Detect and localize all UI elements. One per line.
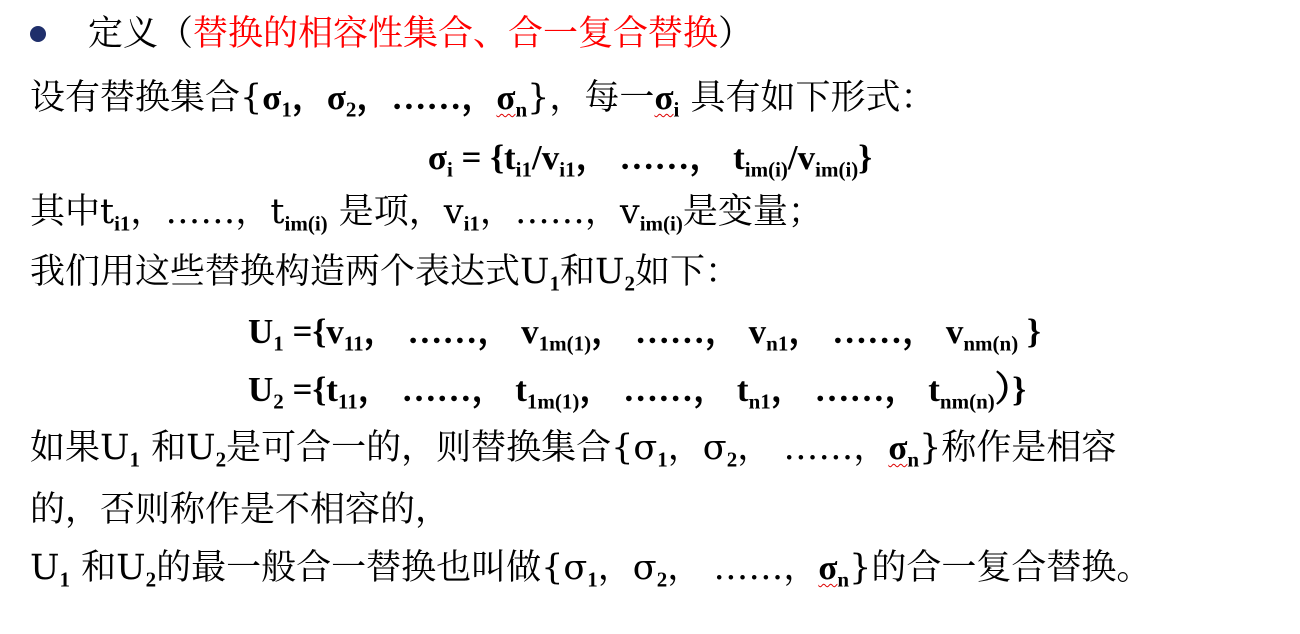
line-construct-expressions: 我们用这些替换构造两个表达式$U_1$和$U_2$如下： bbox=[30, 252, 741, 296]
heading-highlight: 替换的相容性集合、合一复合替换 bbox=[193, 14, 719, 54]
heading-close: ） bbox=[718, 14, 754, 54]
u1-expression: $U_1 =\{v_{11}$， ……， $v_{1m(1)}$， ……， $v_{n1}$， ……， $v_{nm(n)}$ } bbox=[248, 312, 1041, 356]
heading-label: 定义（ bbox=[88, 14, 194, 54]
bullet-icon bbox=[30, 26, 46, 42]
text: 具有如下形式： bbox=[679, 78, 936, 118]
line-unified-composition: $U_1$ 和$U_2$的最一般合一替换也叫做{$\sigma_1$，$\sigma_2$， ……，$\sigma_n$}的合一复合替换。 bbox=[30, 548, 1152, 592]
line-terms-variables: 其中$t_{i1}$，……，$t_{im(i)}$ 是项，$v_{i1}$，……，$v_{im(i)}$是变量； bbox=[30, 192, 823, 236]
sigma: $\sigma_1$，$\sigma_2$，……，$\sigma_n$ bbox=[262, 78, 528, 122]
text: }，每一 bbox=[527, 78, 655, 118]
u2-expression: $U_2 =\{t_{11}$， ……， $t_{1m(1)}$， ……， $t_{n1}$， ……， $t_{nm(n)}$）} bbox=[248, 370, 1027, 414]
definition-heading bbox=[88, 14, 753, 54]
text: 设有替换集合{ bbox=[30, 78, 263, 118]
line-substitution-set bbox=[30, 78, 936, 122]
sigma-i: $\sigma_i$ bbox=[654, 78, 680, 122]
sigma-i-formula: $\sigma_i = \{t_{i1}/v_{i1}$， ……， $t_{im(i)}/v_{im(i)}$} bbox=[427, 138, 873, 182]
line-incompatible: 的，否则称作是不相容的， bbox=[30, 490, 451, 530]
line-compatible-definition: 如果$U_1$ 和$U_2$是可合一的，则替换集合{$\sigma_1$，$\sigma_2$， ……，$\sigma_n$}称作是相容 bbox=[30, 428, 1117, 472]
